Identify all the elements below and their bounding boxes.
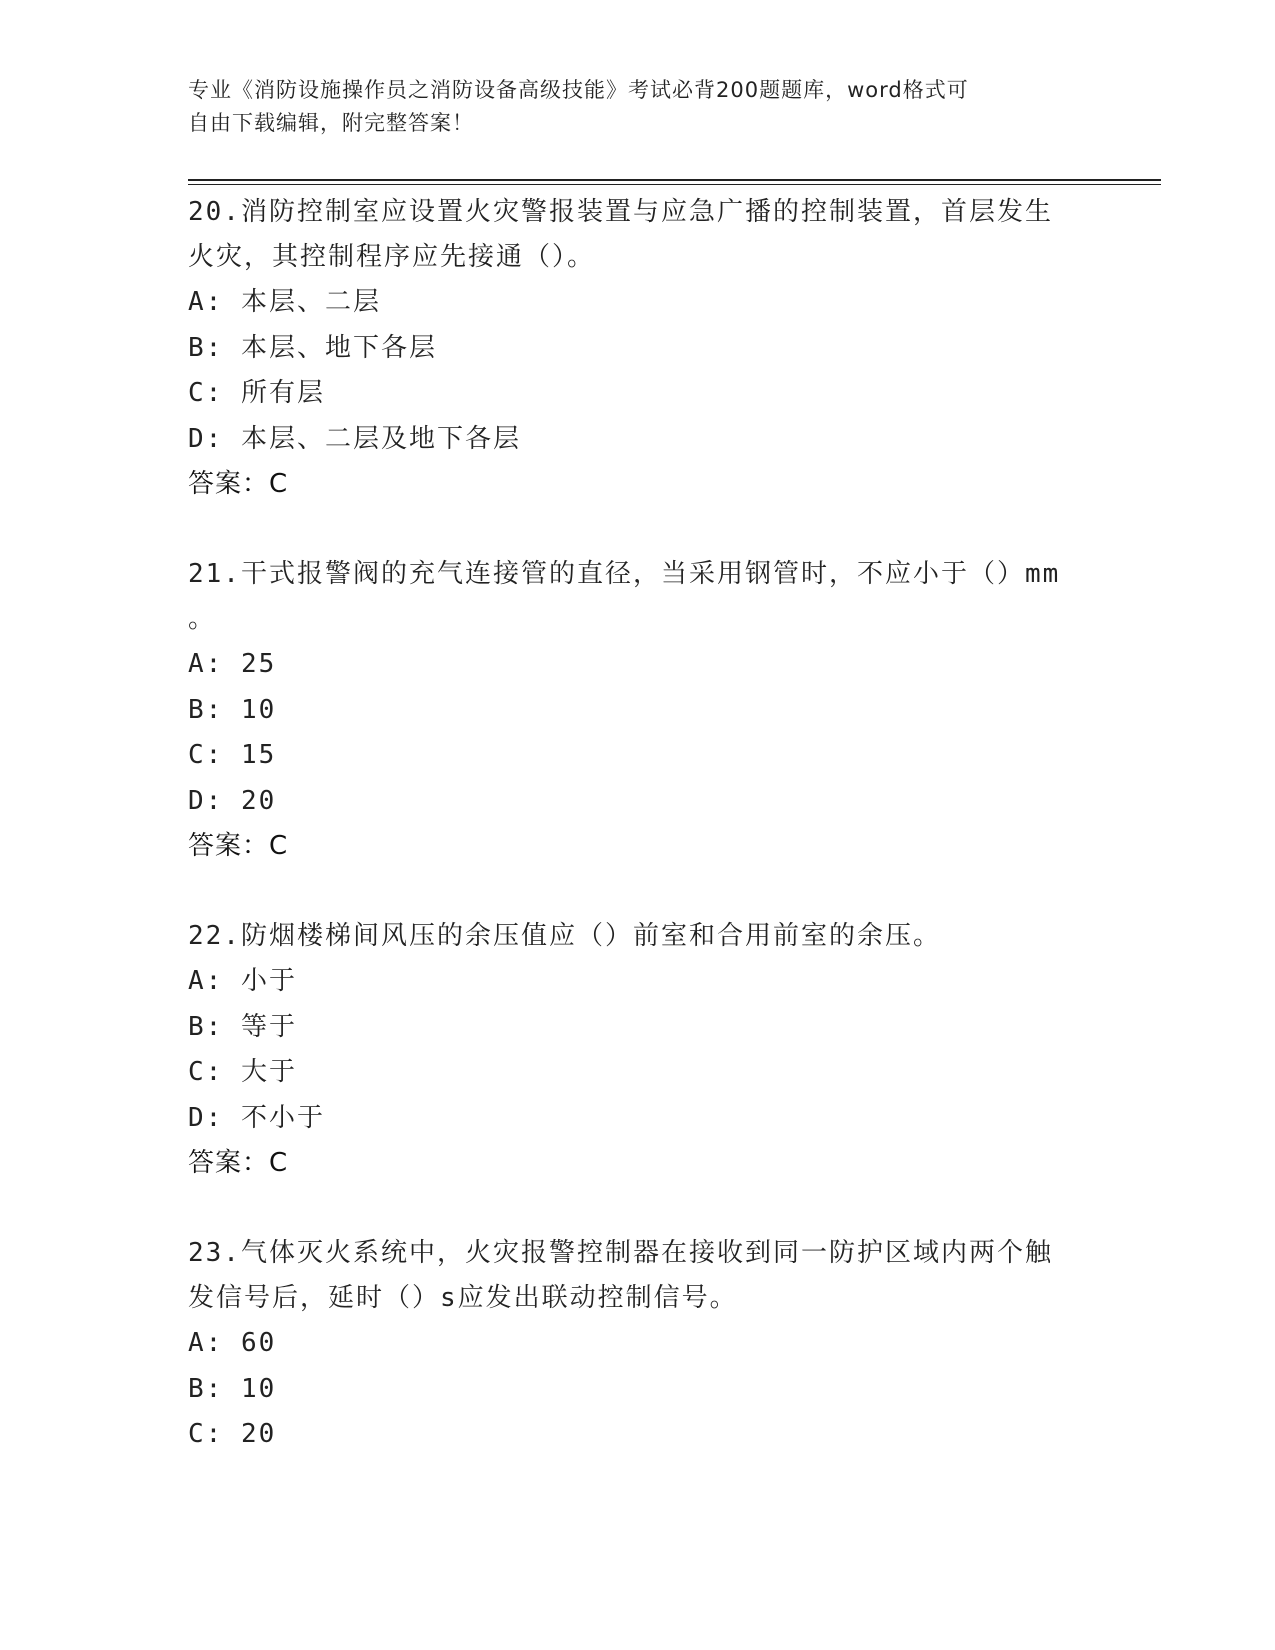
option-a: A: 本层、二层 [188, 287, 381, 317]
option-d: D: 不小于 [188, 1102, 325, 1133]
question-text-line-2: 发信号后，延时（）s应发出联动控制信号。 [188, 1283, 738, 1313]
option-c: C: 20 [188, 1419, 277, 1449]
option-c: C: 15 [188, 740, 277, 770]
header-divider-thin [188, 184, 1161, 185]
question-22 [188, 914, 1088, 1186]
answer-line: 答案：C [188, 469, 289, 499]
option-a: A: 小于 [188, 966, 297, 996]
option-b: B: 等于 [188, 1011, 297, 1042]
option-b: B: 10 [188, 694, 277, 725]
question-text-line-2: 火灾，其控制程序应先接通（）。 [188, 242, 596, 272]
question-text-line-2: 。 [188, 604, 217, 634]
question-spacer [188, 869, 1088, 914]
question-list [188, 190, 1088, 1458]
header-line-1: 专业《消防设施操作员之消防设备高级技能》考试必背200题题库，word格式可 [188, 78, 969, 102]
option-b: B: 10 [188, 1373, 277, 1404]
question-text-line-1: 22.防烟楼梯间风压的余压值应（）前室和合用前室的余压。 [188, 921, 941, 951]
answer-line: 答案：C [188, 831, 289, 861]
header-line-2: 自由下载编辑，附完整答案！ [188, 111, 474, 135]
option-b: B: 本层、地下各层 [188, 332, 437, 363]
answer-line: 答案：C [188, 1148, 289, 1178]
document-header [188, 74, 1088, 140]
question-23 [188, 1231, 1088, 1458]
option-d: D: 20 [188, 785, 277, 816]
question-20 [188, 190, 1088, 507]
question-text-line-1: 23.气体灭火系统中，火灾报警控制器在接收到同一防护区域内两个触 [188, 1238, 1053, 1268]
option-c: C: 所有层 [188, 378, 325, 408]
option-a: A: 60 [188, 1328, 277, 1358]
header-divider-thick [188, 179, 1161, 181]
option-c: C: 大于 [188, 1057, 297, 1087]
question-text-line-1: 21.干式报警阀的充气连接管的直径，当采用钢管时，不应小于（）mm [188, 559, 1061, 589]
option-a: A: 25 [188, 649, 277, 679]
question-spacer [188, 1186, 1088, 1231]
question-spacer [188, 507, 1088, 552]
question-text-line-1: 20.消防控制室应设置火灾警报装置与应急广播的控制装置，首层发生 [188, 197, 1053, 227]
question-21 [188, 552, 1088, 869]
option-d: D: 本层、二层及地下各层 [188, 423, 521, 454]
